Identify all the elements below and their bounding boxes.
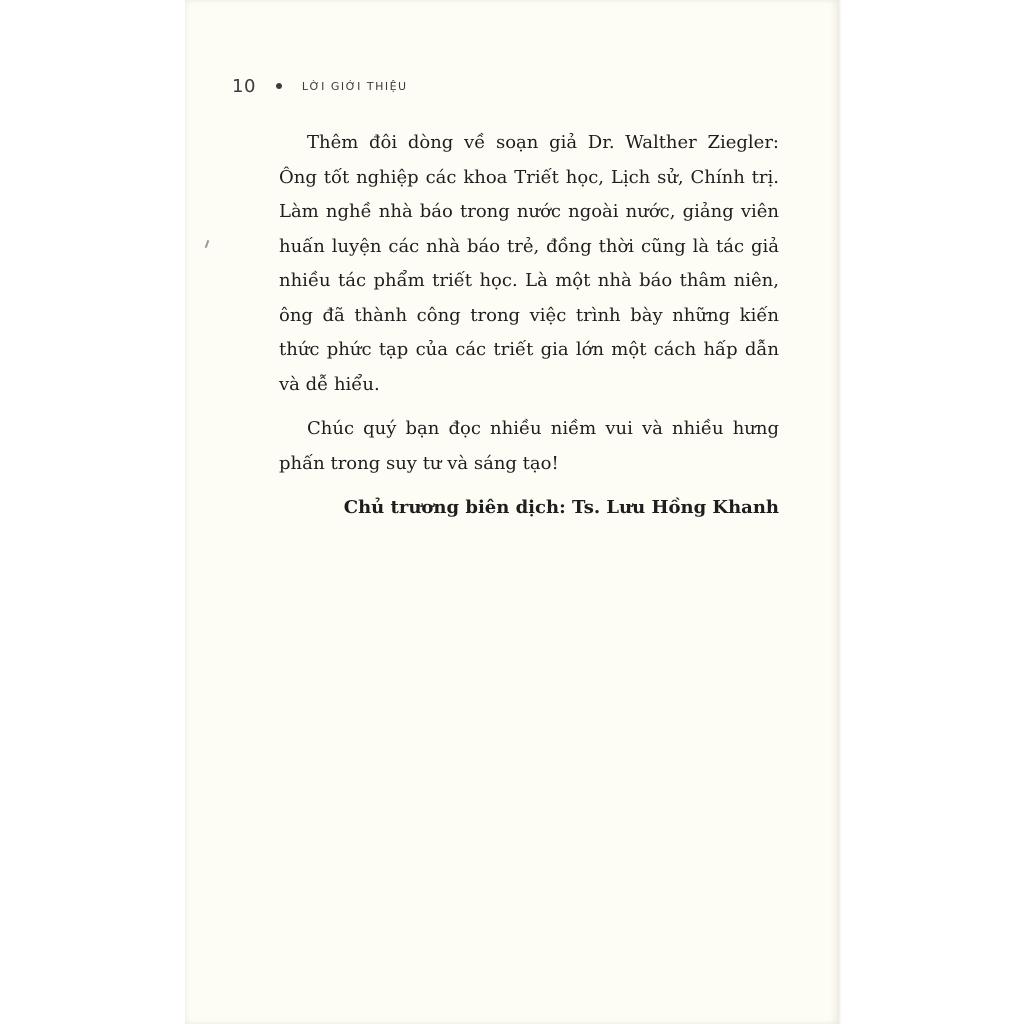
paragraph-author-bio: Thêm đôi dòng về soạn giả Dr. Walther Ziegler: Ông tốt nghiệp các khoa Triết học, Lịch sử, Chính trị. Làm nghề nhà báo trong nước ngoài nước, giảng viên huấn luyện các nhà báo trẻ, đồng thời cũng là tác giả nhiều tác phẩm triết học. Là một nhà báo thâm niên, ông đã thành công trong việc trình bày những kiến thức phức tạp của các triết gia lớn một cách hấp dẫn và dễ hiểu.	[279, 132, 779, 395]
running-head	[232, 74, 408, 98]
page-number: 10	[232, 75, 256, 97]
translator-signature: Chủ trương biên dịch: Ts. Lưu Hồng Khanh	[343, 497, 779, 518]
page-edge	[838, 0, 842, 1024]
body-text	[279, 126, 779, 526]
section-title: LỜI GIỚI THIỆU	[301, 79, 408, 93]
bullet-icon	[276, 83, 282, 89]
paragraph-wishes: Chúc quý bạn đọc nhiều niềm vui và nhiều hưng phấn trong suy tư và sáng tạo!	[279, 418, 779, 474]
